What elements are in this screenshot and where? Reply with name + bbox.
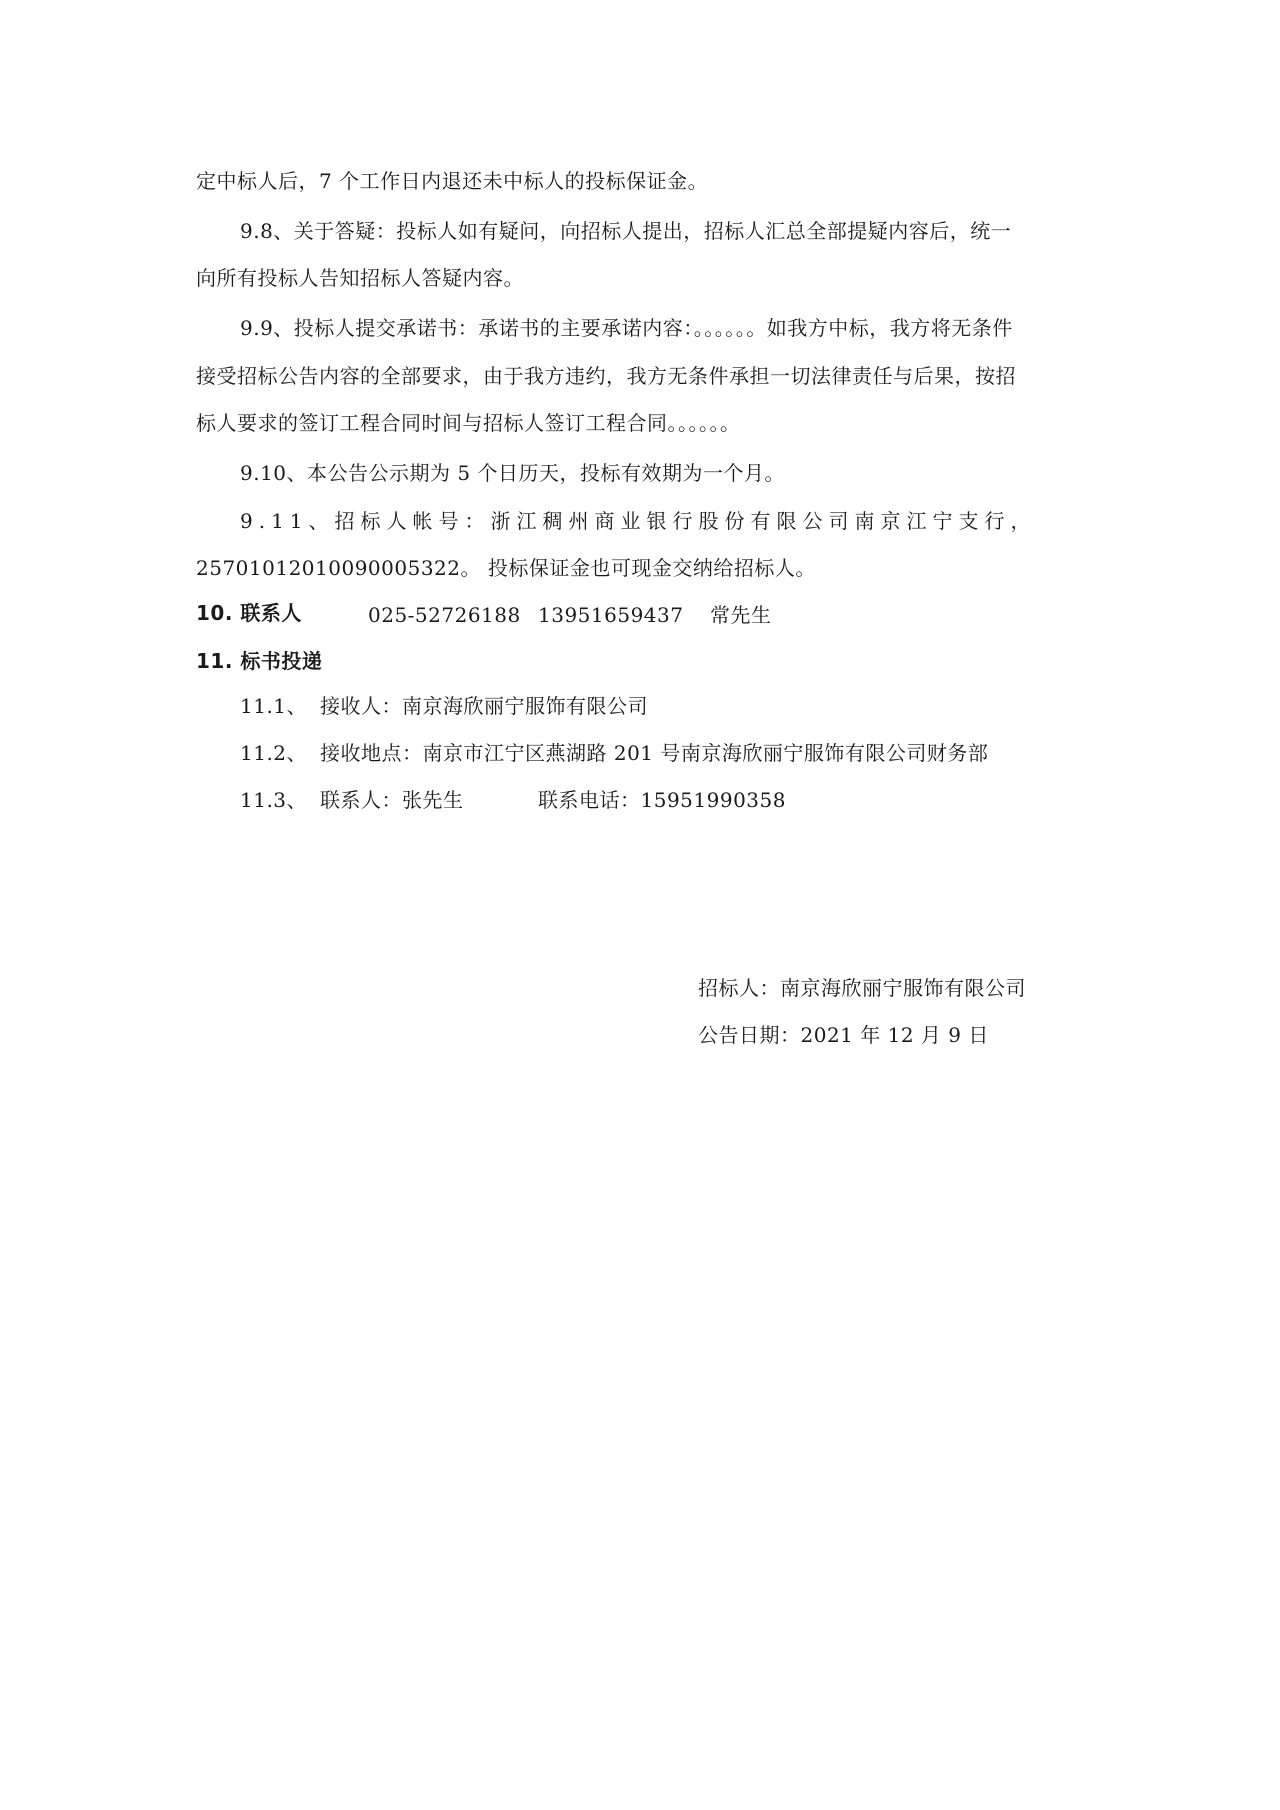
paragraph-line-7: 9.10、本公告公示期为 5 个日历天，投标有效期为一个月。 — [240, 461, 785, 485]
contact-phone-1: 025-52726188 — [368, 603, 521, 627]
paragraph-line-6: 标人要求的签订工程合同时间与招标人签订工程合同。。。。。。 — [196, 411, 741, 435]
paragraph-line-2: 9.8、关于答疑：投标人如有疑问，向招标人提出，招标人汇总全部提疑内容后，统一 — [240, 219, 1012, 243]
paragraph-line-1: 定中标人后，7 个工作日内退还未中标人的投标保证金。 — [196, 169, 709, 193]
paragraph-line-5: 接受招标公告内容的全部要求，由于我方违约，我方无条件承担一切法律责任与后果，按招 — [196, 364, 1016, 388]
list-item-11-1-number: 11.1、 — [240, 694, 308, 718]
list-item-11-2-text: 接收地点：南京市江宁区燕湖路 201 号南京海欣丽宁服饰有限公司财务部 — [320, 741, 989, 765]
paragraph-line-4: 9.9、投标人提交承诺书：承诺书的主要承诺内容：。。。。。。如我方中标，我方将无条件 — [240, 316, 1013, 340]
list-item-11-3-number: 11.3、 — [240, 788, 308, 812]
issuer-signature: 招标人：南京海欣丽宁服饰有限公司 — [698, 976, 1026, 1000]
announcement-date: 公告日期：2021 年 12 月 9 日 — [698, 1023, 989, 1047]
paragraph-line-8: 9.11、招标人帐号：浙江稠州商业银行股份有限公司南京江宁支行， — [240, 509, 1037, 533]
list-item-11-3-phone: 联系电话：15951990358 — [538, 788, 786, 812]
section-11-heading: 11. 标书投递 — [196, 649, 323, 673]
list-item-11-2-number: 11.2、 — [240, 741, 308, 765]
section-10-heading: 10. 联系人 — [196, 601, 302, 625]
contact-phone-2: 13951659437 — [538, 603, 684, 627]
list-item-11-3-text: 联系人：张先生 — [320, 788, 464, 812]
paragraph-line-3: 向所有投标人告知招标人答疑内容。 — [196, 266, 524, 290]
contact-name: 常先生 — [710, 603, 772, 627]
paragraph-line-9: 25701012010090005322。 投标保证金也可现金交纳给招标人。 — [196, 556, 816, 580]
list-item-11-1-text: 接收人：南京海欣丽宁服饰有限公司 — [320, 694, 648, 718]
